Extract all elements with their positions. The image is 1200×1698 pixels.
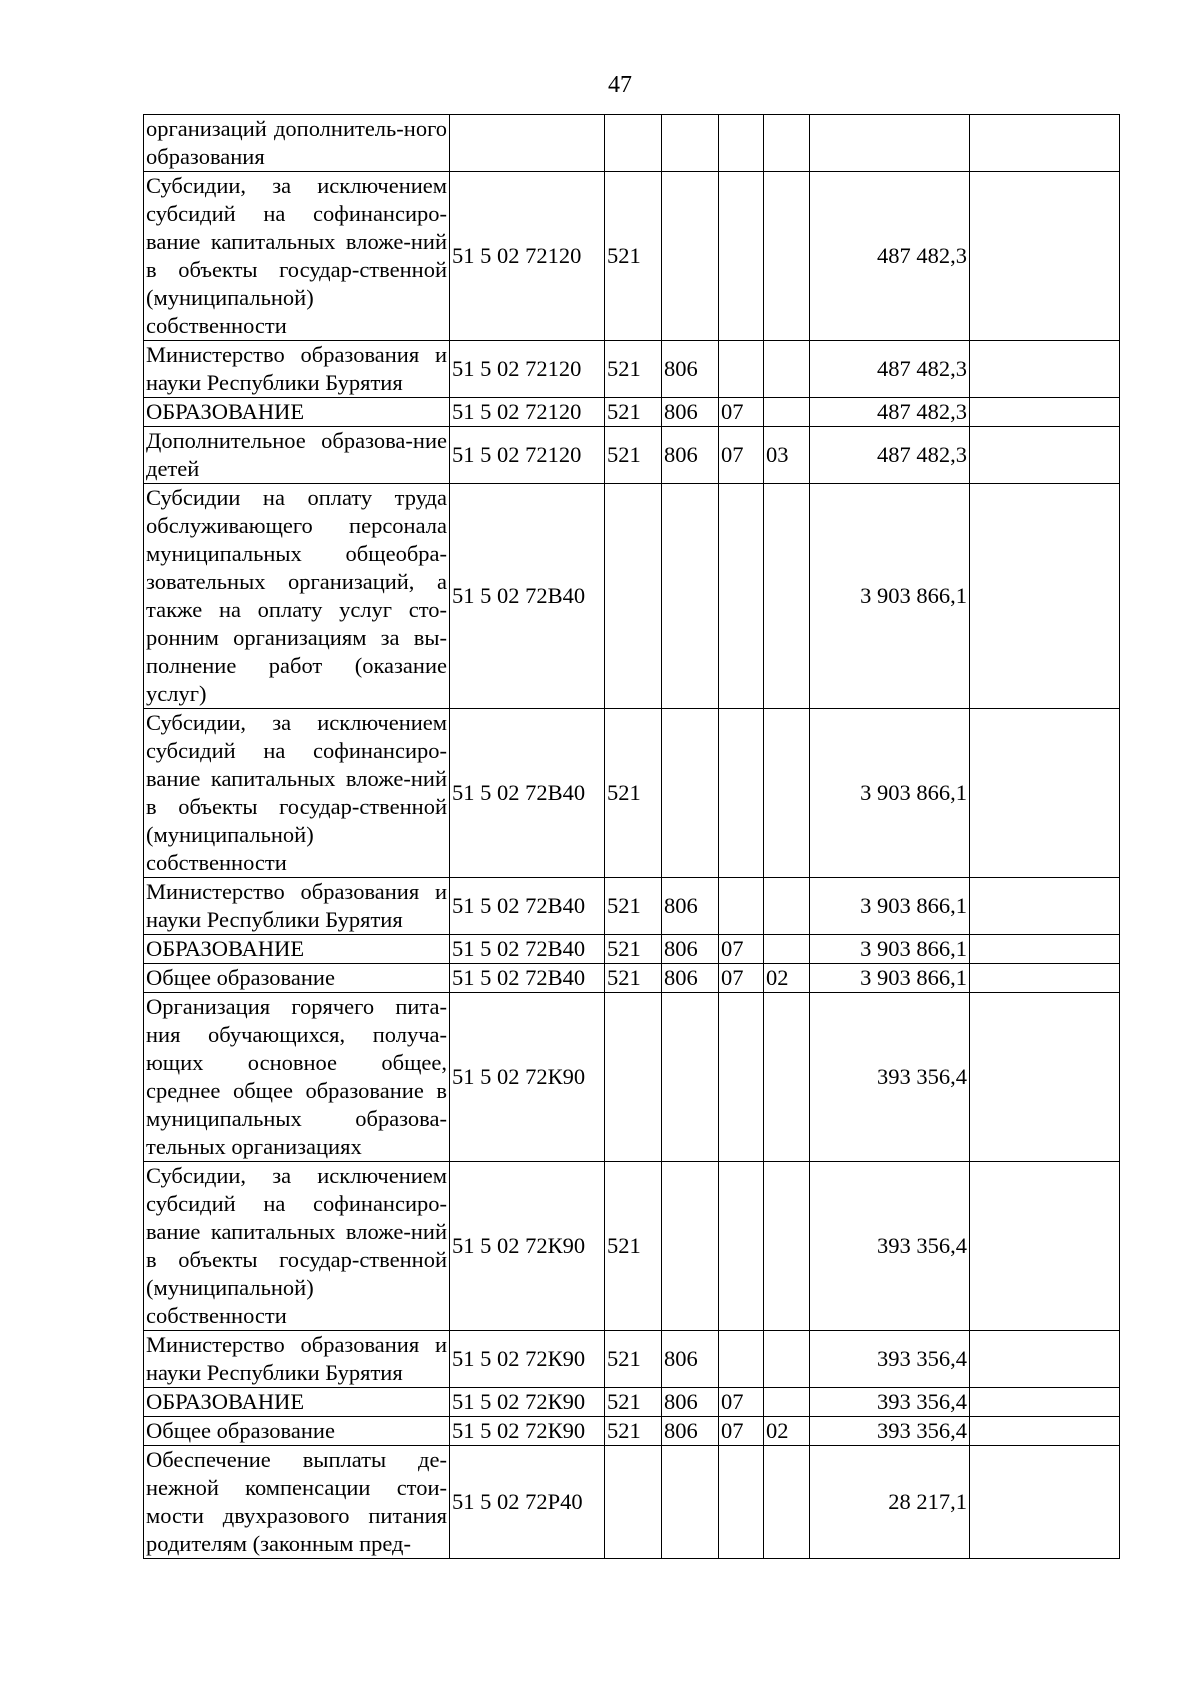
target-article-code-cell: 51 5 02 72К90 (450, 993, 605, 1162)
subsection-code-cell (764, 341, 810, 398)
target-article-code-cell: 51 5 02 72120 (450, 341, 605, 398)
row-name-cell: Субсидии, за исключением субсидий на софинансиро-вание капитальных вложе-ний в объекты государ-ственной (муниципальной) собственности (144, 1162, 450, 1331)
row-name-cell: ОБРАЗОВАНИЕ (144, 1388, 450, 1417)
amount-cell: 393 356,4 (810, 1331, 970, 1388)
empty-cell (970, 1331, 1120, 1388)
section-code-cell (719, 1331, 764, 1388)
amount-cell: 393 356,4 (810, 993, 970, 1162)
table-row (144, 172, 1120, 341)
target-article-code-cell: 51 5 02 72Р40 (450, 1446, 605, 1559)
expense-type-cell: 521 (605, 1162, 662, 1331)
section-code-cell (719, 341, 764, 398)
section-code-cell: 07 (719, 427, 764, 484)
empty-cell (970, 993, 1120, 1162)
section-code-cell (719, 1446, 764, 1559)
subsection-code-cell (764, 709, 810, 878)
table-row (144, 709, 1120, 878)
section-code-cell: 07 (719, 1388, 764, 1417)
subsection-code-cell (764, 1446, 810, 1559)
ministry-code-cell: 806 (662, 427, 719, 484)
table-row (144, 341, 1120, 398)
empty-cell (970, 1162, 1120, 1331)
ministry-code-cell: 806 (662, 878, 719, 935)
subsection-code-cell (764, 1331, 810, 1388)
target-article-code-cell: 51 5 02 72В40 (450, 709, 605, 878)
ministry-code-cell: 806 (662, 964, 719, 993)
row-name-cell: Субсидии, за исключением субсидий на софинансиро-вание капитальных вложе-ний в объекты государ-ственной (муниципальной) собственности (144, 709, 450, 878)
target-article-code-cell: 51 5 02 72К90 (450, 1417, 605, 1446)
section-code-cell (719, 172, 764, 341)
amount-cell: 3 903 866,1 (810, 878, 970, 935)
target-article-code-cell: 51 5 02 72120 (450, 398, 605, 427)
ministry-code-cell: 806 (662, 1417, 719, 1446)
row-name-cell: Министерство образования и науки Республики Бурятия (144, 341, 450, 398)
empty-cell (970, 878, 1120, 935)
subsection-code-cell (764, 398, 810, 427)
amount-cell: 393 356,4 (810, 1388, 970, 1417)
subsection-code-cell: 03 (764, 427, 810, 484)
ministry-code-cell (662, 484, 719, 709)
table-body (144, 115, 1120, 1559)
expense-type-cell: 521 (605, 398, 662, 427)
table-row (144, 1331, 1120, 1388)
table-row (144, 115, 1120, 172)
section-code-cell: 07 (719, 1417, 764, 1446)
ministry-code-cell: 806 (662, 1388, 719, 1417)
empty-cell (970, 341, 1120, 398)
target-article-code-cell: 51 5 02 72В40 (450, 964, 605, 993)
expense-type-cell (605, 115, 662, 172)
expense-type-cell: 521 (605, 427, 662, 484)
empty-cell (970, 484, 1120, 709)
expense-type-cell: 521 (605, 709, 662, 878)
table-row (144, 964, 1120, 993)
target-article-code-cell: 51 5 02 72К90 (450, 1331, 605, 1388)
table-row (144, 1417, 1120, 1446)
subsection-code-cell: 02 (764, 964, 810, 993)
target-article-code-cell: 51 5 02 72В40 (450, 878, 605, 935)
ministry-code-cell: 806 (662, 341, 719, 398)
ministry-code-cell: 806 (662, 1331, 719, 1388)
section-code-cell (719, 484, 764, 709)
expense-type-cell: 521 (605, 172, 662, 341)
row-name-cell: Дополнительное образова-ние детей (144, 427, 450, 484)
row-name-cell: Субсидии на оплату труда обслуживающего персонала муниципальных общеобра-зовательных организаций, а также на оплату услуг сто-ронним организациям за вы-полнение работ (оказание услуг) (144, 484, 450, 709)
amount-cell: 3 903 866,1 (810, 484, 970, 709)
row-name-cell: Организация горячего пита-ния обучающихся, получа-ющих основное общее, среднее общее образование в муниципальных образова-тельных организациях (144, 993, 450, 1162)
target-article-code-cell: 51 5 02 72120 (450, 172, 605, 341)
subsection-code-cell (764, 1162, 810, 1331)
ministry-code-cell (662, 709, 719, 878)
section-code-cell: 07 (719, 935, 764, 964)
table-row (144, 1446, 1120, 1559)
row-name-cell: Обеспечение выплаты де-нежной компенсации стои-мости двухразового питания родителям (законным пред- (144, 1446, 450, 1559)
row-name-cell: Общее образование (144, 1417, 450, 1446)
ministry-code-cell (662, 993, 719, 1162)
subsection-code-cell (764, 172, 810, 341)
empty-cell (970, 427, 1120, 484)
target-article-code-cell (450, 115, 605, 172)
table-row (144, 935, 1120, 964)
amount-cell: 487 482,3 (810, 172, 970, 341)
table-row (144, 484, 1120, 709)
ministry-code-cell (662, 1162, 719, 1331)
section-code-cell (719, 878, 764, 935)
target-article-code-cell: 51 5 02 72В40 (450, 484, 605, 709)
row-name-cell: ОБРАЗОВАНИЕ (144, 398, 450, 427)
ministry-code-cell (662, 1446, 719, 1559)
table-row (144, 1162, 1120, 1331)
amount-cell: 487 482,3 (810, 427, 970, 484)
empty-cell (970, 1388, 1120, 1417)
amount-cell (810, 115, 970, 172)
table-row (144, 427, 1120, 484)
subsection-code-cell (764, 1388, 810, 1417)
expense-type-cell: 521 (605, 878, 662, 935)
row-name-cell: ОБРАЗОВАНИЕ (144, 935, 450, 964)
amount-cell: 3 903 866,1 (810, 964, 970, 993)
ministry-code-cell: 806 (662, 935, 719, 964)
table-row (144, 398, 1120, 427)
subsection-code-cell (764, 115, 810, 172)
subsection-code-cell (764, 484, 810, 709)
expense-type-cell: 521 (605, 341, 662, 398)
section-code-cell: 07 (719, 398, 764, 427)
section-code-cell (719, 709, 764, 878)
expense-type-cell: 521 (605, 1388, 662, 1417)
empty-cell (970, 935, 1120, 964)
row-name-cell: Министерство образования и науки Республики Бурятия (144, 878, 450, 935)
amount-cell: 3 903 866,1 (810, 935, 970, 964)
amount-cell: 393 356,4 (810, 1417, 970, 1446)
table-row (144, 878, 1120, 935)
empty-cell (970, 964, 1120, 993)
expense-type-cell (605, 484, 662, 709)
ministry-code-cell (662, 115, 719, 172)
empty-cell (970, 398, 1120, 427)
ministry-code-cell: 806 (662, 398, 719, 427)
row-name-cell: Общее образование (144, 964, 450, 993)
amount-cell: 3 903 866,1 (810, 709, 970, 878)
budget-table (143, 114, 1120, 1559)
row-name-cell: организаций дополнитель-ного образования (144, 115, 450, 172)
amount-cell: 28 217,1 (810, 1446, 970, 1559)
subsection-code-cell (764, 878, 810, 935)
subsection-code-cell (764, 935, 810, 964)
subsection-code-cell: 02 (764, 1417, 810, 1446)
target-article-code-cell: 51 5 02 72120 (450, 427, 605, 484)
section-code-cell (719, 993, 764, 1162)
ministry-code-cell (662, 172, 719, 341)
expense-type-cell: 521 (605, 935, 662, 964)
expense-type-cell: 521 (605, 964, 662, 993)
table-row (144, 1388, 1120, 1417)
empty-cell (970, 709, 1120, 878)
page-number: 47 (608, 72, 632, 98)
target-article-code-cell: 51 5 02 72К90 (450, 1388, 605, 1417)
row-name-cell: Министерство образования и науки Республики Бурятия (144, 1331, 450, 1388)
section-code-cell (719, 1162, 764, 1331)
expense-type-cell (605, 993, 662, 1162)
table-row (144, 993, 1120, 1162)
row-name-cell: Субсидии, за исключением субсидий на софинансиро-вание капитальных вложе-ний в объекты государ-ственной (муниципальной) собственности (144, 172, 450, 341)
empty-cell (970, 1417, 1120, 1446)
empty-cell (970, 1446, 1120, 1559)
target-article-code-cell: 51 5 02 72В40 (450, 935, 605, 964)
subsection-code-cell (764, 993, 810, 1162)
expense-type-cell: 521 (605, 1331, 662, 1388)
amount-cell: 487 482,3 (810, 341, 970, 398)
empty-cell (970, 115, 1120, 172)
amount-cell: 487 482,3 (810, 398, 970, 427)
empty-cell (970, 172, 1120, 341)
section-code-cell: 07 (719, 964, 764, 993)
section-code-cell (719, 115, 764, 172)
target-article-code-cell: 51 5 02 72К90 (450, 1162, 605, 1331)
expense-type-cell (605, 1446, 662, 1559)
amount-cell: 393 356,4 (810, 1162, 970, 1331)
expense-type-cell: 521 (605, 1417, 662, 1446)
